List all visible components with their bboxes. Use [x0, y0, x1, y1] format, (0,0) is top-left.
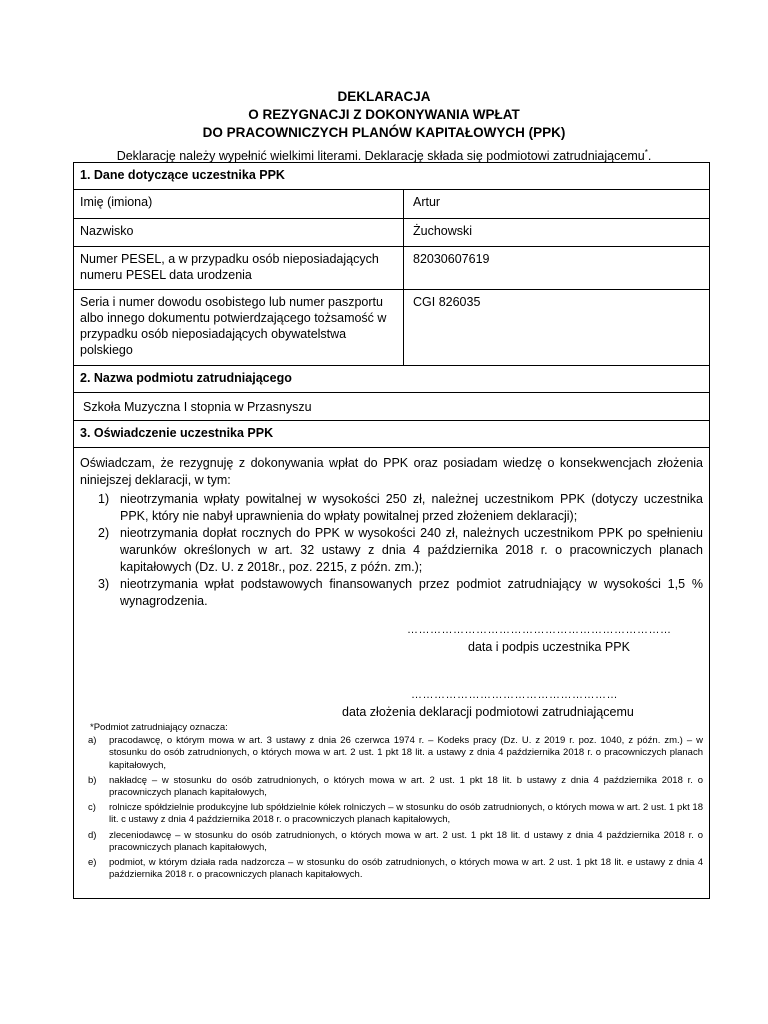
section-1-header [74, 163, 709, 190]
footnote-item [84, 857, 703, 881]
field-row-id-document [74, 290, 709, 366]
footnote-item [84, 802, 703, 826]
field-row-pesel [74, 247, 709, 290]
footnote-item [84, 830, 703, 854]
id-document-label: Seria i numer dowodu osobistego lub numer paszportu albo innego dokumentu potwierdzającego tożsamość w przypadku osób nieposiadających obywatelstwa polskiego [74, 290, 404, 365]
section-2-title: 2. Nazwa podmiotu zatrudniającego [80, 371, 292, 385]
footnote-text: nakładcę – w stosunku do osób zatrudnionych, o których mowa w art. 2 ust. 1 pkt 18 lit. b ustawy z dnia 4 października 2018 r. o pracowniczych planach kapitałowych, [109, 774, 703, 799]
footnote-marker: d) [88, 829, 97, 841]
section-1-title: 1. Dane dotyczące uczestnika PPK [80, 168, 285, 182]
item-number: 3) [98, 577, 110, 591]
footnote-mark: * [644, 148, 648, 157]
title-line-1: DEKLARACJA [337, 89, 431, 104]
footnote-text: zleceniodawcę – w stosunku do osób zatrudnionych, o których mowa w art. 2 ust. 1 pkt 18 lit. d ustawy z dnia 4 października 2018 r. o pracowniczych planach kapitałowych, [109, 829, 703, 853]
first-name-label: Imię (imiona) [74, 190, 404, 218]
document-title [0, 88, 768, 142]
consequence-item [80, 491, 703, 525]
title-line-3: DO PRACOWNICZYCH PLANÓW KAPITAŁOWYCH (PPK) [202, 125, 566, 140]
signature-label-participant: data i podpis uczestnika PPK [468, 640, 630, 654]
footnote-heading: *Podmiot zatrudniający oznacza: [90, 722, 228, 733]
surname-label: Nazwisko [74, 219, 404, 246]
declaration-form [73, 162, 710, 899]
signature-line-participant[interactable]: …………………………………………………………… [407, 624, 672, 636]
footnote-marker: b) [88, 774, 97, 786]
footnote-marker: e) [88, 857, 97, 869]
section-3-header [74, 421, 709, 448]
section-3-title: 3. Oświadczenie uczestnika PPK [80, 426, 274, 440]
field-row-surname [74, 219, 709, 247]
consequences-list [80, 491, 703, 610]
instructions-text: Deklarację należy wypełnić wielkimi literami. Deklarację składa się podmiotowi zatrudniającemu [116, 149, 645, 164]
item-text: nieotrzymania wpłat podstawowych finansowanych przez podmiot zatrudniający w wysokości 1,5 % wynagrodzenia. [120, 577, 703, 608]
pesel-value[interactable]: 82030607619 [413, 252, 490, 266]
signature-line-submission-date[interactable]: ……………………………………………… [411, 689, 618, 701]
pesel-label: Numer PESEL, a w przypadku osób nieposiadających numeru PESEL data urodzenia [74, 247, 404, 289]
footnote-item [84, 735, 703, 772]
id-document-value[interactable]: CGI 826035 [413, 295, 481, 309]
declaration-intro: Oświadczam, że rezygnuję z dokonywania wpłat do PPK oraz posiadam wiedzę o konsekwencjach złożenia niniejszej deklaracji, w tym: [80, 456, 703, 487]
item-number: 2) [98, 526, 110, 540]
item-number: 1) [98, 492, 110, 506]
section-2-header [74, 366, 709, 393]
footnote-item [84, 775, 703, 799]
title-line-2: O REZYGNACJI Z DOKONYWANIA WPŁAT [248, 107, 520, 122]
employer-name[interactable]: Szkoła Muzyczna I stopnia w Przasnyszu [83, 400, 312, 414]
footnote-text: podmiot, w którym działa rada nadzorcza – w stosunku do osób zatrudnionych, o których mowa w art. 2 ust. 1 pkt 18 lit. e ustawy z dnia 4 października 2018 r. o pracowniczych planach kapitałowych. [109, 857, 703, 881]
instructions: Deklarację należy wypełnić wielkimi literami. Deklarację składa się podmiotowi zatrudniającemu*. [116, 148, 652, 164]
employer-row [74, 393, 709, 421]
consequence-item [80, 525, 703, 576]
item-text: nieotrzymania wpłaty powitalnej w wysokości 250 zł, należnej uczestnikom PPK (dotyczy uczestnika PPK, który nie nabył uprawnienia do wpłaty powitalnej przed złożeniem deklaracji); [120, 492, 703, 523]
surname-value[interactable]: Żuchowski [413, 224, 473, 238]
signature-label-submission-date: data złożenia deklaracji podmiotowi zatrudniającemu [342, 705, 634, 719]
footnote-marker: c) [88, 802, 96, 814]
footnote-text: rolnicze spółdzielnie produkcyjne lub spółdzielnie kółek rolniczych – w stosunku do osób zatrudnionych, o których mowa w art. 2 ust. 1 pkt 18 lit. c ustawy z dnia 4 października 2018 r. o pracowniczych planach kapitałowych, [109, 802, 703, 826]
footnote-marker: a) [88, 735, 97, 747]
item-text: nieotrzymania dopłat rocznych do PPK w wysokości 240 zł, należnych uczestnikom PPK po spełnieniu warunków określonych w art. 32 ustawy z dnia 4 października 2018 r. o pracowniczych planach kapitałowych (Dz. U. z 2018r., poz. 2215, z późn. zm.); [120, 526, 703, 574]
declaration-statement [80, 455, 703, 610]
first-name-value[interactable]: Artur [413, 195, 441, 209]
field-row-first-name [74, 190, 709, 219]
consequence-item [80, 576, 703, 610]
footnote-list [84, 735, 703, 881]
footnote-text: pracodawcę, o którym mowa w art. 3 ustawy z dnia 26 czerwca 1974 r. – Kodeks pracy (Dz. U. z 2019 r. poz. 1040, z późn. zm.) – w stosunku do osób zatrudnionych, o których mowa w art. 2 ust. 1 pkt 18 lit. a ustawy z dnia 4 października 2018 r. o pracowniczych planach kapitałowych, [109, 735, 703, 771]
footnote [84, 722, 703, 884]
